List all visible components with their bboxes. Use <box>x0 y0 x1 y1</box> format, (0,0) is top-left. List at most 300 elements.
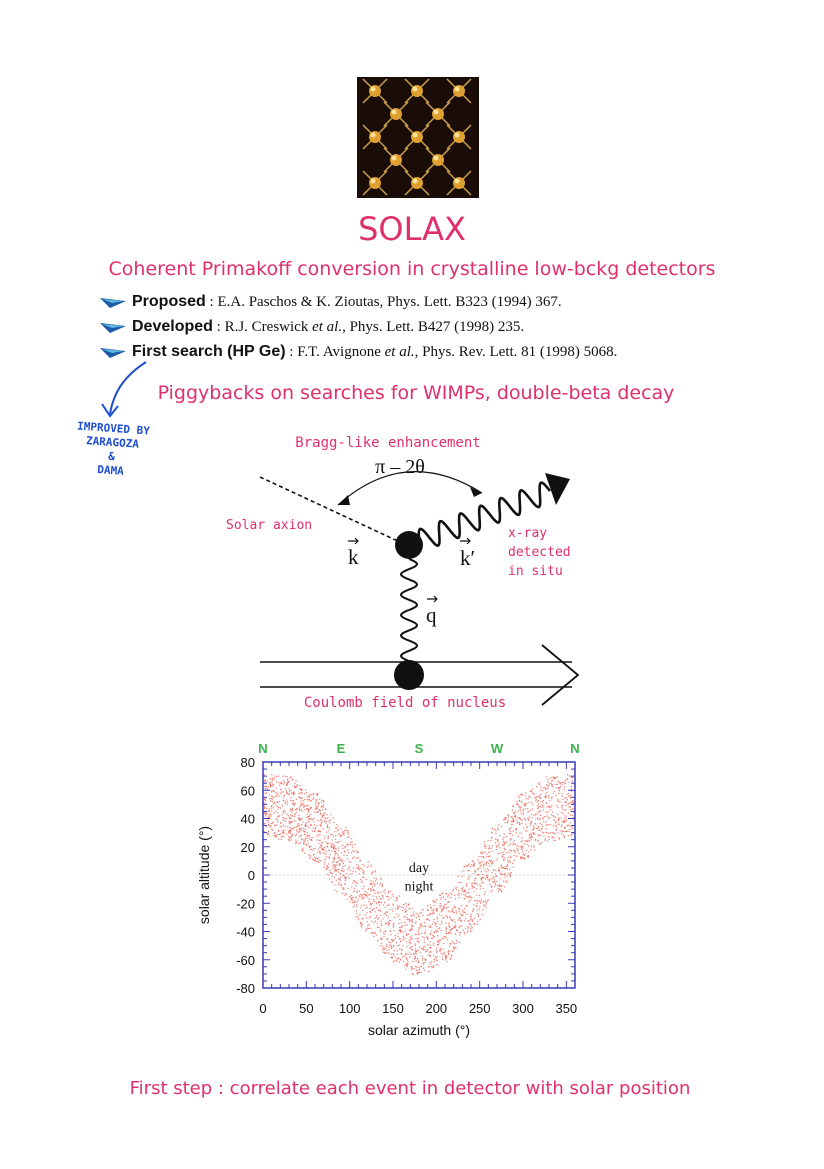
data-point <box>297 826 298 827</box>
data-point <box>557 787 558 788</box>
data-point <box>523 805 524 806</box>
data-point <box>374 893 375 894</box>
data-point <box>443 943 444 944</box>
data-point <box>288 781 289 782</box>
data-point <box>553 837 554 838</box>
data-point <box>266 808 267 809</box>
data-point <box>360 923 361 924</box>
data-point <box>334 858 335 859</box>
data-point <box>429 920 430 921</box>
data-point <box>277 809 278 810</box>
data-point <box>475 871 476 872</box>
data-point <box>519 809 520 810</box>
data-point <box>543 806 544 807</box>
data-point <box>406 924 407 925</box>
data-point <box>568 782 569 783</box>
data-point <box>278 775 279 776</box>
data-point <box>319 851 320 852</box>
data-point <box>561 833 562 834</box>
data-point <box>271 791 272 792</box>
data-point <box>442 893 443 894</box>
data-point <box>294 820 295 821</box>
data-point <box>556 825 557 826</box>
data-point <box>492 861 493 862</box>
data-point <box>441 909 442 910</box>
data-point <box>478 862 479 863</box>
data-point <box>462 889 463 890</box>
data-point <box>433 910 434 911</box>
data-point <box>265 815 266 816</box>
data-point <box>490 891 491 892</box>
data-point <box>363 910 364 911</box>
data-point <box>308 799 309 800</box>
data-point <box>541 828 542 829</box>
data-point <box>307 796 308 797</box>
data-point <box>353 888 354 889</box>
data-point <box>270 826 271 827</box>
data-point <box>329 878 330 879</box>
data-point <box>401 927 402 928</box>
data-point <box>463 866 464 867</box>
data-point <box>505 819 506 820</box>
data-point <box>562 782 563 783</box>
data-point <box>391 939 392 940</box>
data-point <box>419 919 420 920</box>
data-point <box>466 865 467 866</box>
data-point <box>534 849 535 850</box>
data-point <box>269 782 270 783</box>
data-point <box>316 825 317 826</box>
data-point <box>545 794 546 795</box>
data-point <box>399 938 400 939</box>
data-point <box>265 788 266 789</box>
data-point <box>313 854 314 855</box>
data-point <box>327 868 328 869</box>
data-point <box>321 842 322 843</box>
data-point <box>470 915 471 916</box>
data-point <box>380 931 381 932</box>
data-point <box>266 826 267 827</box>
data-point <box>520 810 521 811</box>
data-point <box>564 836 565 837</box>
data-point <box>383 936 384 937</box>
data-point <box>519 822 520 823</box>
data-point <box>347 868 348 869</box>
data-point <box>266 792 267 793</box>
data-point <box>384 933 385 934</box>
data-point <box>487 899 488 900</box>
data-point <box>299 835 300 836</box>
data-point <box>359 861 360 862</box>
data-point <box>548 797 549 798</box>
data-point <box>347 830 348 831</box>
data-point <box>292 780 293 781</box>
data-point <box>294 793 295 794</box>
data-point <box>439 927 440 928</box>
data-point <box>425 949 426 950</box>
data-point <box>448 932 449 933</box>
data-point <box>380 921 381 922</box>
data-point <box>525 804 526 805</box>
data-point <box>456 889 457 890</box>
data-point <box>324 838 325 839</box>
data-point <box>278 795 279 796</box>
data-point <box>307 843 308 844</box>
data-point <box>270 816 271 817</box>
data-point <box>325 836 326 837</box>
data-point <box>518 805 519 806</box>
data-point <box>421 948 422 949</box>
data-point <box>517 821 518 822</box>
data-point <box>313 821 314 822</box>
data-point <box>381 902 382 903</box>
data-point <box>391 953 392 954</box>
data-point <box>346 899 347 900</box>
data-point <box>356 868 357 869</box>
data-point <box>335 842 336 843</box>
data-point <box>372 933 373 934</box>
data-point <box>546 832 547 833</box>
data-point <box>471 925 472 926</box>
data-point <box>278 838 279 839</box>
data-point <box>376 917 377 918</box>
data-point <box>550 783 551 784</box>
y-tick-label: 80 <box>240 755 255 770</box>
data-point <box>368 901 369 902</box>
data-point <box>461 876 462 877</box>
data-point <box>323 815 324 816</box>
data-point <box>296 799 297 800</box>
data-point <box>387 905 388 906</box>
data-point <box>562 784 563 785</box>
data-point <box>344 851 345 852</box>
data-point <box>435 964 436 965</box>
data-point <box>497 885 498 886</box>
data-point <box>504 873 505 874</box>
data-point <box>365 891 366 892</box>
data-point <box>289 838 290 839</box>
data-point <box>379 896 380 897</box>
data-point <box>532 789 533 790</box>
data-point <box>485 852 486 853</box>
data-point <box>310 818 311 819</box>
coulomb-label: Coulomb field of nucleus <box>303 695 507 711</box>
data-point <box>320 845 321 846</box>
data-point <box>548 824 549 825</box>
data-point <box>353 891 354 892</box>
data-point <box>511 824 512 825</box>
data-point <box>522 847 523 848</box>
data-point <box>490 878 491 879</box>
data-point <box>540 801 541 802</box>
data-point <box>525 795 526 796</box>
data-point <box>361 925 362 926</box>
data-point <box>338 834 339 835</box>
data-point <box>422 926 423 927</box>
data-point <box>401 949 402 950</box>
data-point <box>551 785 552 786</box>
data-point <box>460 913 461 914</box>
data-point <box>404 938 405 939</box>
data-point <box>350 861 351 862</box>
data-point <box>390 920 391 921</box>
data-point <box>408 908 409 909</box>
data-point <box>410 929 411 930</box>
data-point <box>340 884 341 885</box>
data-point <box>516 801 517 802</box>
data-point <box>305 829 306 830</box>
data-point <box>404 922 405 923</box>
data-point <box>321 849 322 850</box>
data-point <box>388 942 389 943</box>
data-point <box>530 810 531 811</box>
data-point <box>347 845 348 846</box>
data-point <box>464 889 465 890</box>
data-point <box>558 824 559 825</box>
data-point <box>364 894 365 895</box>
data-point <box>459 917 460 918</box>
data-point <box>419 969 420 970</box>
data-point <box>288 836 289 837</box>
data-point <box>466 905 467 906</box>
data-point <box>481 882 482 883</box>
data-point <box>304 831 305 832</box>
data-point <box>343 831 344 832</box>
data-point <box>265 813 266 814</box>
data-point <box>521 795 522 796</box>
data-point <box>567 799 568 800</box>
data-point <box>343 855 344 856</box>
data-point <box>450 943 451 944</box>
data-point <box>332 868 333 869</box>
data-point <box>407 964 408 965</box>
data-point <box>535 823 536 824</box>
data-point <box>314 812 315 813</box>
data-point <box>458 911 459 912</box>
data-point <box>433 961 434 962</box>
data-point <box>445 931 446 932</box>
data-point <box>285 820 286 821</box>
data-point <box>416 969 417 970</box>
data-point <box>401 922 402 923</box>
data-point <box>290 818 291 819</box>
data-point <box>452 911 453 912</box>
data-point <box>283 783 284 784</box>
data-point <box>510 831 511 832</box>
q-vector-arrow-icon <box>427 596 437 602</box>
data-point <box>545 795 546 796</box>
data-point <box>559 801 560 802</box>
data-point <box>296 829 297 830</box>
data-point <box>362 918 363 919</box>
data-point <box>536 813 537 814</box>
data-point <box>415 934 416 935</box>
data-point <box>340 885 341 886</box>
data-point <box>431 966 432 967</box>
data-point <box>568 813 569 814</box>
data-point <box>399 914 400 915</box>
data-point <box>467 932 468 933</box>
data-point <box>332 881 333 882</box>
data-point <box>315 828 316 829</box>
data-point <box>273 803 274 804</box>
data-point <box>375 921 376 922</box>
data-point <box>481 856 482 857</box>
data-point <box>289 818 290 819</box>
data-point <box>437 916 438 917</box>
vertex-top <box>395 531 423 559</box>
data-point <box>542 802 543 803</box>
data-point <box>551 798 552 799</box>
data-point <box>311 839 312 840</box>
data-point <box>442 949 443 950</box>
data-point <box>463 887 464 888</box>
data-point <box>531 846 532 847</box>
data-point <box>447 939 448 940</box>
data-point <box>544 816 545 817</box>
data-point <box>553 832 554 833</box>
data-point <box>360 894 361 895</box>
data-point <box>366 907 367 908</box>
data-point <box>337 857 338 858</box>
data-point <box>356 850 357 851</box>
data-point <box>453 948 454 949</box>
data-point <box>318 803 319 804</box>
data-point <box>440 952 441 953</box>
data-point <box>377 927 378 928</box>
data-point <box>570 797 571 798</box>
data-point <box>565 805 566 806</box>
data-point <box>443 896 444 897</box>
data-point <box>430 904 431 905</box>
data-point <box>424 940 425 941</box>
data-point <box>380 910 381 911</box>
data-point <box>406 963 407 964</box>
data-point <box>412 973 413 974</box>
data-point <box>473 860 474 861</box>
data-point <box>326 821 327 822</box>
data-point <box>279 785 280 786</box>
data-point <box>498 843 499 844</box>
data-point <box>395 908 396 909</box>
data-point <box>432 913 433 914</box>
data-point <box>560 830 561 831</box>
data-point <box>317 852 318 853</box>
data-point <box>278 816 279 817</box>
data-point <box>513 867 514 868</box>
data-point <box>380 915 381 916</box>
data-point <box>552 832 553 833</box>
data-point <box>420 966 421 967</box>
data-point <box>466 896 467 897</box>
data-point <box>502 852 503 853</box>
data-point <box>307 805 308 806</box>
data-point <box>432 967 433 968</box>
data-point <box>295 787 296 788</box>
data-point <box>385 911 386 912</box>
data-point <box>394 956 395 957</box>
data-point <box>393 905 394 906</box>
data-point <box>464 908 465 909</box>
data-point <box>474 883 475 884</box>
data-point <box>529 834 530 835</box>
data-point <box>328 820 329 821</box>
data-point <box>435 956 436 957</box>
data-point <box>502 844 503 845</box>
data-point <box>283 780 284 781</box>
data-point <box>291 822 292 823</box>
data-point <box>477 875 478 876</box>
data-point <box>571 835 572 836</box>
data-point <box>286 790 287 791</box>
data-point <box>307 799 308 800</box>
data-point <box>359 890 360 891</box>
data-point <box>299 810 300 811</box>
data-point <box>412 961 413 962</box>
data-point <box>525 853 526 854</box>
data-point <box>374 908 375 909</box>
data-point <box>390 934 391 935</box>
data-point <box>356 913 357 914</box>
data-point <box>467 928 468 929</box>
data-point <box>353 867 354 868</box>
data-point <box>446 907 447 908</box>
data-point <box>321 820 322 821</box>
data-point <box>292 828 293 829</box>
data-point <box>272 796 273 797</box>
data-point <box>326 856 327 857</box>
data-point <box>390 942 391 943</box>
data-point <box>477 913 478 914</box>
data-point <box>371 921 372 922</box>
data-point <box>299 797 300 798</box>
data-point <box>416 913 417 914</box>
data-point <box>429 952 430 953</box>
data-point <box>515 819 516 820</box>
data-point <box>285 788 286 789</box>
data-point <box>386 896 387 897</box>
data-point <box>564 802 565 803</box>
data-point <box>503 837 504 838</box>
data-point <box>496 845 497 846</box>
xray-label-line1: x-ray <box>508 526 548 541</box>
x-tick-label: 300 <box>512 1001 534 1016</box>
data-point <box>518 836 519 837</box>
data-point <box>330 843 331 844</box>
data-point <box>381 938 382 939</box>
data-point <box>563 831 564 832</box>
data-point <box>549 783 550 784</box>
data-point <box>315 802 316 803</box>
data-point <box>512 824 513 825</box>
data-point <box>546 776 547 777</box>
data-point <box>402 932 403 933</box>
data-point <box>539 830 540 831</box>
data-point <box>453 905 454 906</box>
data-point <box>348 877 349 878</box>
data-point <box>327 824 328 825</box>
data-point <box>516 832 517 833</box>
data-point <box>526 830 527 831</box>
data-point <box>495 869 496 870</box>
data-point <box>269 794 270 795</box>
data-point <box>291 793 292 794</box>
data-point <box>403 907 404 908</box>
data-point <box>499 884 500 885</box>
data-point <box>283 813 284 814</box>
data-point <box>521 793 522 794</box>
data-point <box>456 940 457 941</box>
